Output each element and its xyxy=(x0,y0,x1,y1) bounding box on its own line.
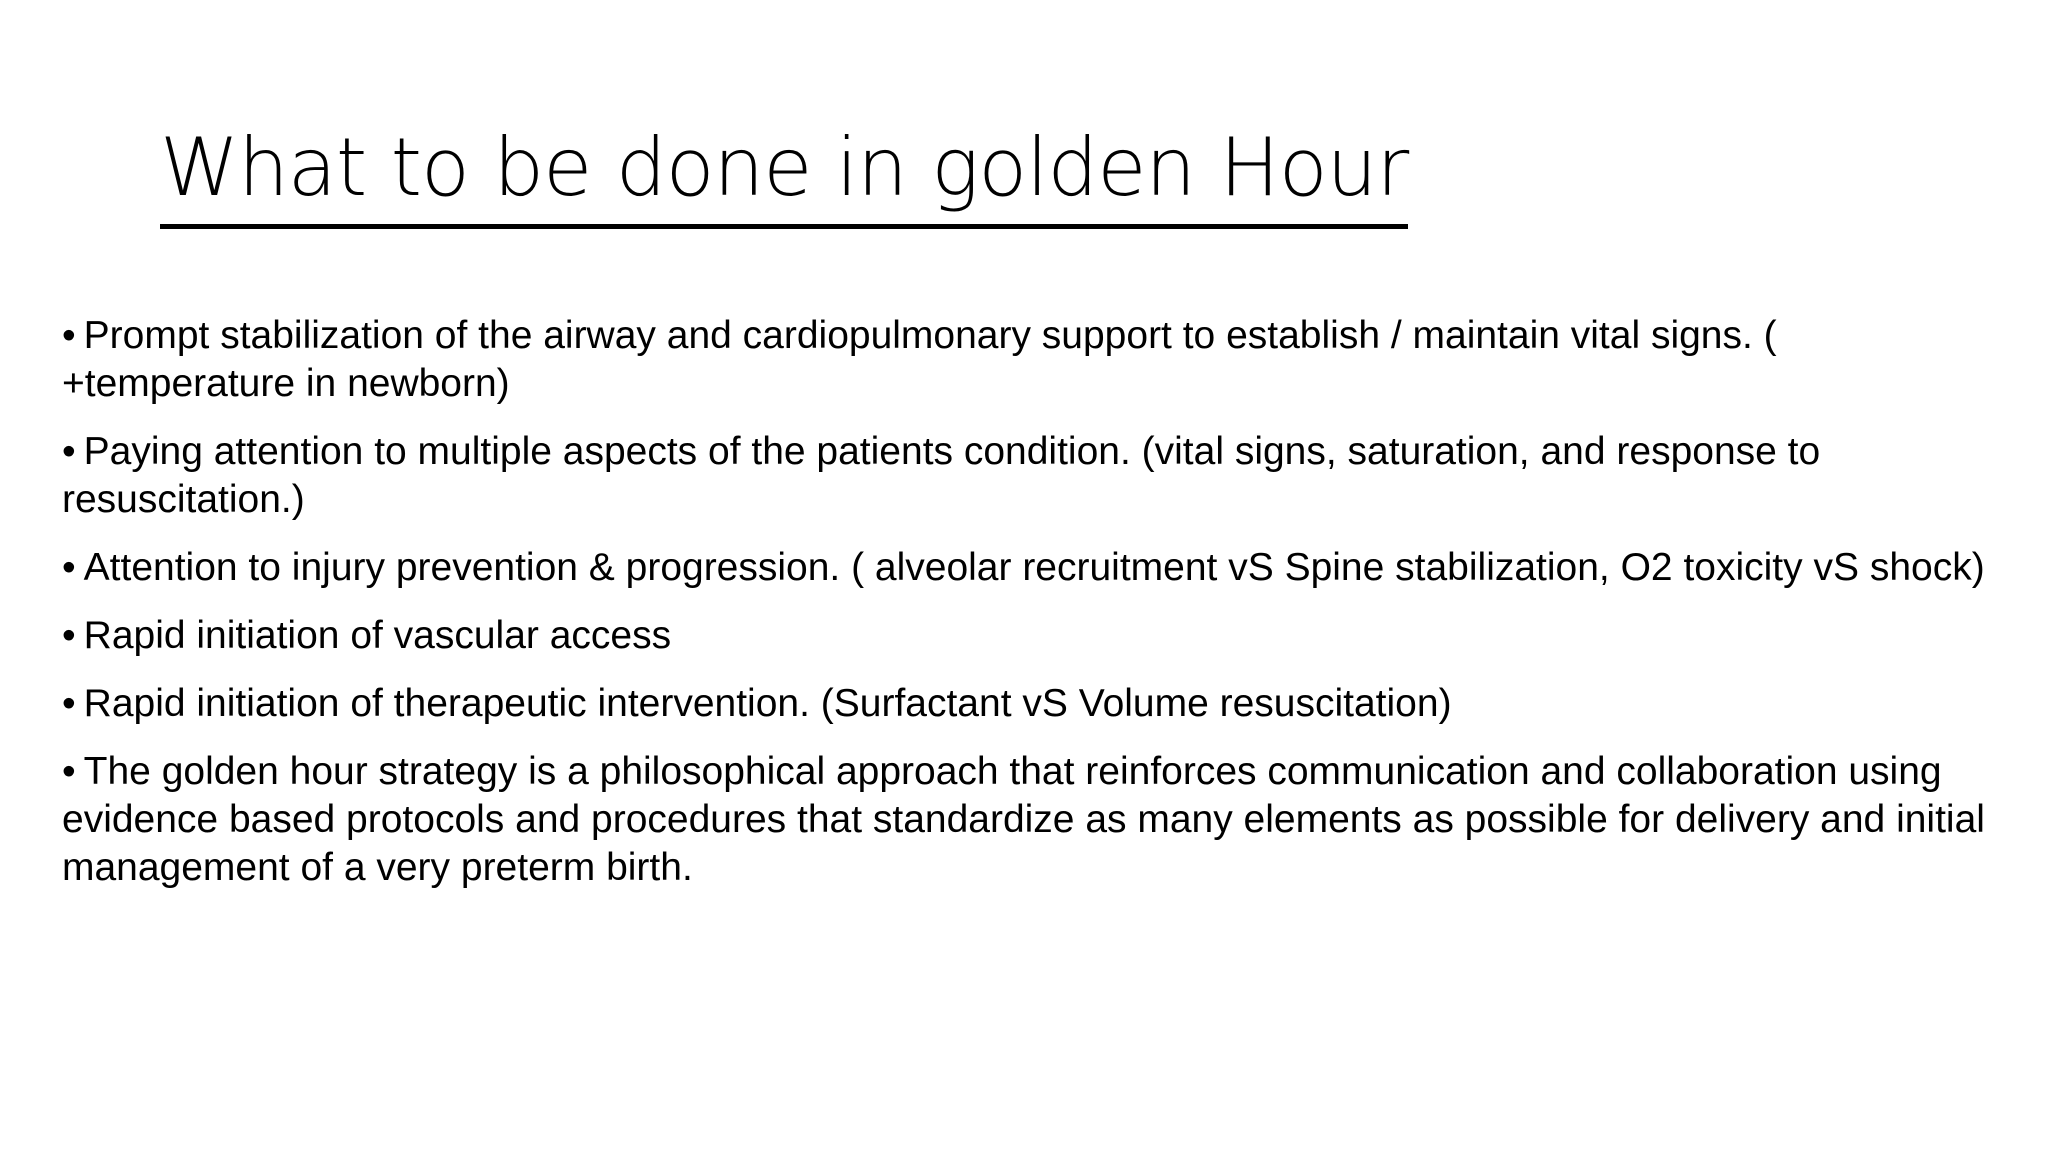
bullet-text-line: Attention to injury prevention & progression. ( alveolar recruitment vS Spine stabilization, O2 toxicity vS shock) xyxy=(83,546,1985,589)
bullet-item-1 xyxy=(62,312,2042,408)
bullet-text-line: +temperature in newborn) xyxy=(62,362,510,405)
bullet-text-line: management of a very preterm birth. xyxy=(62,846,693,889)
bullet-item-4 xyxy=(62,612,2042,660)
bullet-text-line: Rapid initiation of vascular access xyxy=(83,614,672,657)
bullet-text-line: evidence based protocols and procedures that standardize as many elements as possible for delivery and initial xyxy=(62,798,1985,841)
slide-title: What to be done in golden Hour xyxy=(160,112,1408,229)
bullet-marker: • xyxy=(62,750,76,793)
bullet-list xyxy=(62,312,2042,912)
bullet-marker: • xyxy=(62,546,76,589)
bullet-marker: • xyxy=(62,614,76,657)
bullet-item-3 xyxy=(62,544,2042,592)
bullet-text-line: Rapid initiation of therapeutic intervention. (Surfactant vS Volume resuscitation) xyxy=(83,682,1452,725)
bullet-text-line: resuscitation.) xyxy=(62,478,305,521)
bullet-marker: • xyxy=(62,430,76,473)
bullet-marker: • xyxy=(62,682,76,725)
bullet-text-line: Prompt stabilization of the airway and cardiopulmonary support to establish / maintain vital signs. ( xyxy=(83,314,1777,357)
bullet-marker: • xyxy=(62,314,76,357)
bullet-text-line: The golden hour strategy is a philosophical approach that reinforces communication and collaboration using xyxy=(83,750,1942,793)
title-container xyxy=(160,112,1760,229)
bullet-item-2 xyxy=(62,428,2042,524)
bullet-item-6 xyxy=(62,748,2042,892)
bullet-text-line: Paying attention to multiple aspects of the patients condition. (vital signs, saturation, and response to xyxy=(83,430,1821,473)
bullet-item-5 xyxy=(62,680,2042,728)
